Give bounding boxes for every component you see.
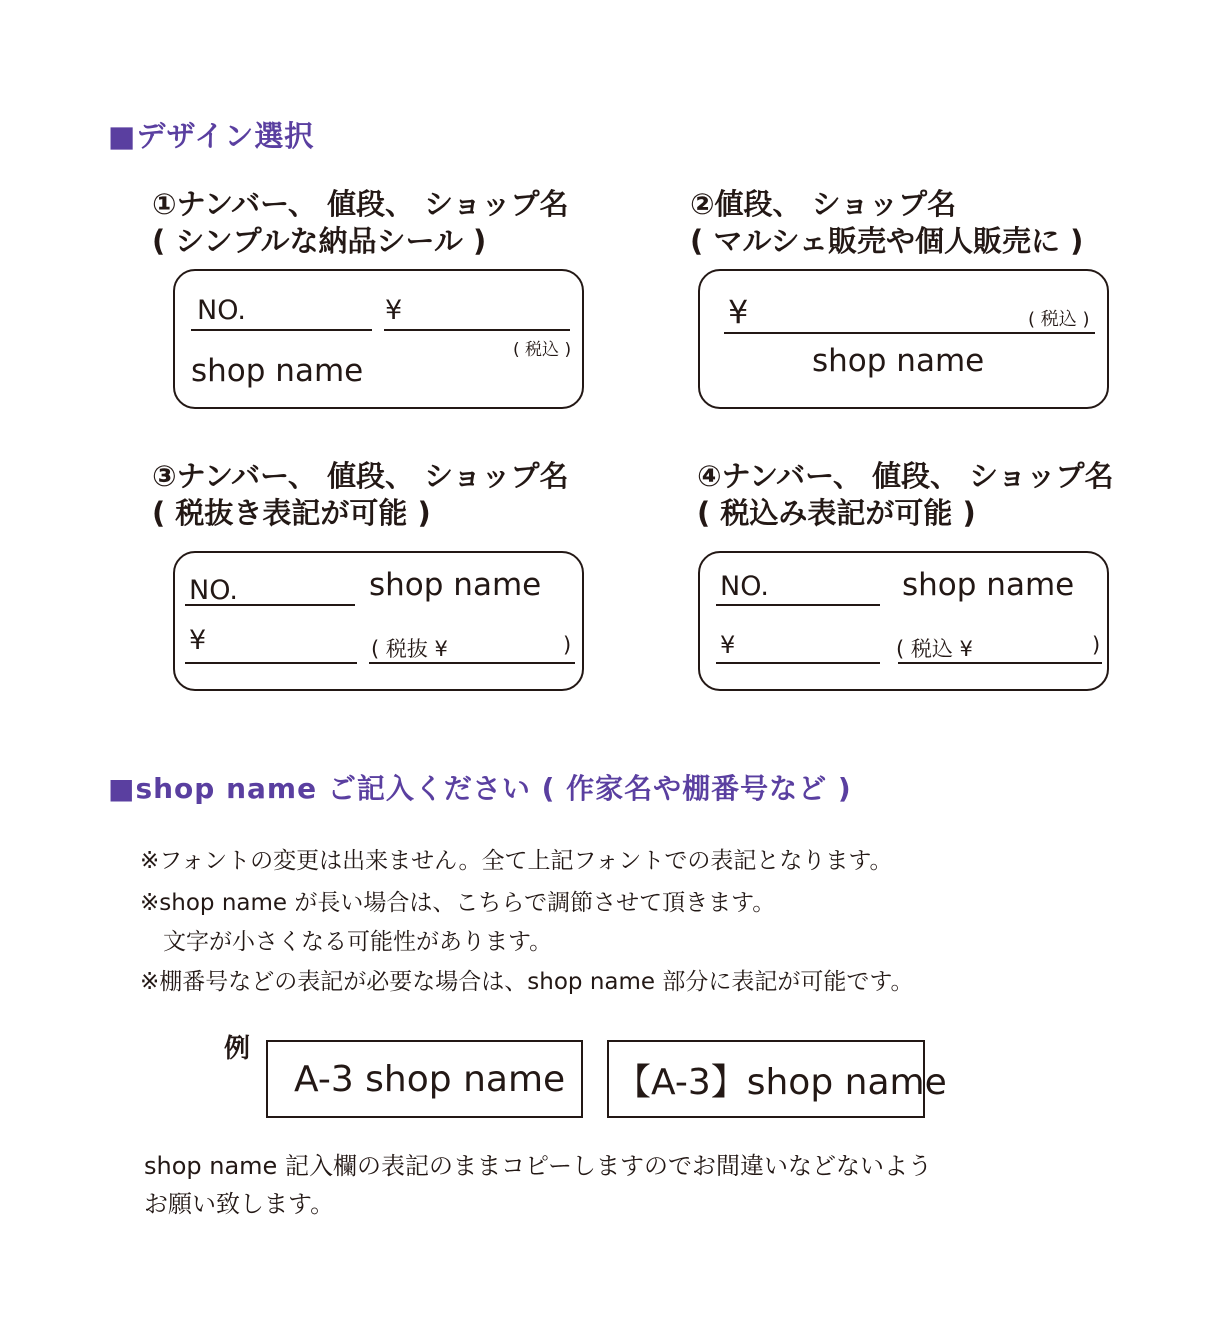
price-underline — [724, 332, 1095, 334]
note-shelf-number: ※棚番号などの表記が必要な場合は、shop name 部分に表記が可能です。 — [140, 969, 914, 995]
tax-underline — [369, 662, 575, 664]
design-2-label — [698, 269, 1109, 409]
design-3-label — [173, 551, 584, 691]
yen-label: ¥ — [189, 625, 207, 656]
note-long-name: ※shop name が長い場合は、こちらで調節させて頂きます。 — [140, 890, 776, 916]
section-title-shop-name: ■shop name ご記入ください ( 作家名や棚番号など ) — [108, 772, 852, 805]
design-3-title-line2: ( 税抜き表記が可能 ) — [152, 496, 431, 530]
shop-name: shop name — [812, 343, 985, 379]
no-label: NO. — [189, 575, 238, 606]
design-2-title-line2: ( マルシェ販売や個人販売に ) — [690, 224, 1084, 258]
footer-line-1: shop name 記入欄の表記のままコピーしますのでお間違いなどないよう — [144, 1152, 932, 1180]
note-small-text: 文字が小さくなる可能性があります。 — [140, 929, 553, 955]
price-underline — [185, 662, 357, 664]
tax-underline — [898, 662, 1102, 664]
no-label: NO. — [720, 571, 769, 602]
example-box-1: A-3 shop name — [266, 1040, 583, 1118]
shop-name: shop name — [369, 567, 542, 603]
design-4-title-line2: ( 税込み表記が可能 ) — [697, 496, 976, 530]
shop-name: shop name — [191, 353, 364, 389]
tax-note: ( 税込 ) — [513, 340, 572, 360]
note-font: ※フォントの変更は出来ません。全て上記フォントでの表記となります。 — [140, 848, 893, 874]
shop-name: shop name — [902, 567, 1075, 603]
no-underline — [716, 604, 880, 606]
design-2-title-line1: ②値段、 ショップ名 — [690, 187, 957, 221]
tax-close: ) — [563, 633, 572, 657]
tax-note: ( 税込 ) — [1028, 309, 1090, 330]
no-underline — [185, 604, 355, 606]
example-label: 例 — [224, 1034, 251, 1064]
example-box-2: 【A-3】shop name — [607, 1040, 925, 1118]
yen-label: ¥ — [728, 293, 749, 331]
section-title-design: ■デザイン選択 — [108, 119, 315, 153]
design-2-title — [690, 186, 1083, 260]
design-3-title — [152, 458, 569, 532]
design-1-title-line1: ①ナンバー、 値段、 ショップ名 — [152, 187, 569, 221]
design-4-title-line1: ④ナンバー、 値段、 ショップ名 — [697, 459, 1114, 493]
design-1-label — [173, 269, 584, 409]
tax-close: ) — [1092, 633, 1101, 657]
design-4-label — [698, 551, 1109, 691]
yen-label: ¥ — [385, 295, 403, 326]
price-underline — [716, 662, 880, 664]
design-3-title-line1: ③ナンバー、 値段、 ショップ名 — [152, 459, 569, 493]
tax-open: ( 税抜 ¥ — [371, 637, 448, 661]
design-4-title — [697, 458, 1114, 532]
price-underline — [384, 329, 570, 331]
tax-open: ( 税込 ¥ — [896, 637, 973, 661]
no-label: NO. — [197, 295, 246, 326]
footer-line-2: お願い致します。 — [144, 1190, 335, 1218]
yen-label: ¥ — [720, 631, 736, 659]
no-underline — [191, 329, 372, 331]
design-1-title-line2: ( シンプルな納品シール ) — [152, 224, 487, 258]
design-1-title — [152, 186, 569, 260]
